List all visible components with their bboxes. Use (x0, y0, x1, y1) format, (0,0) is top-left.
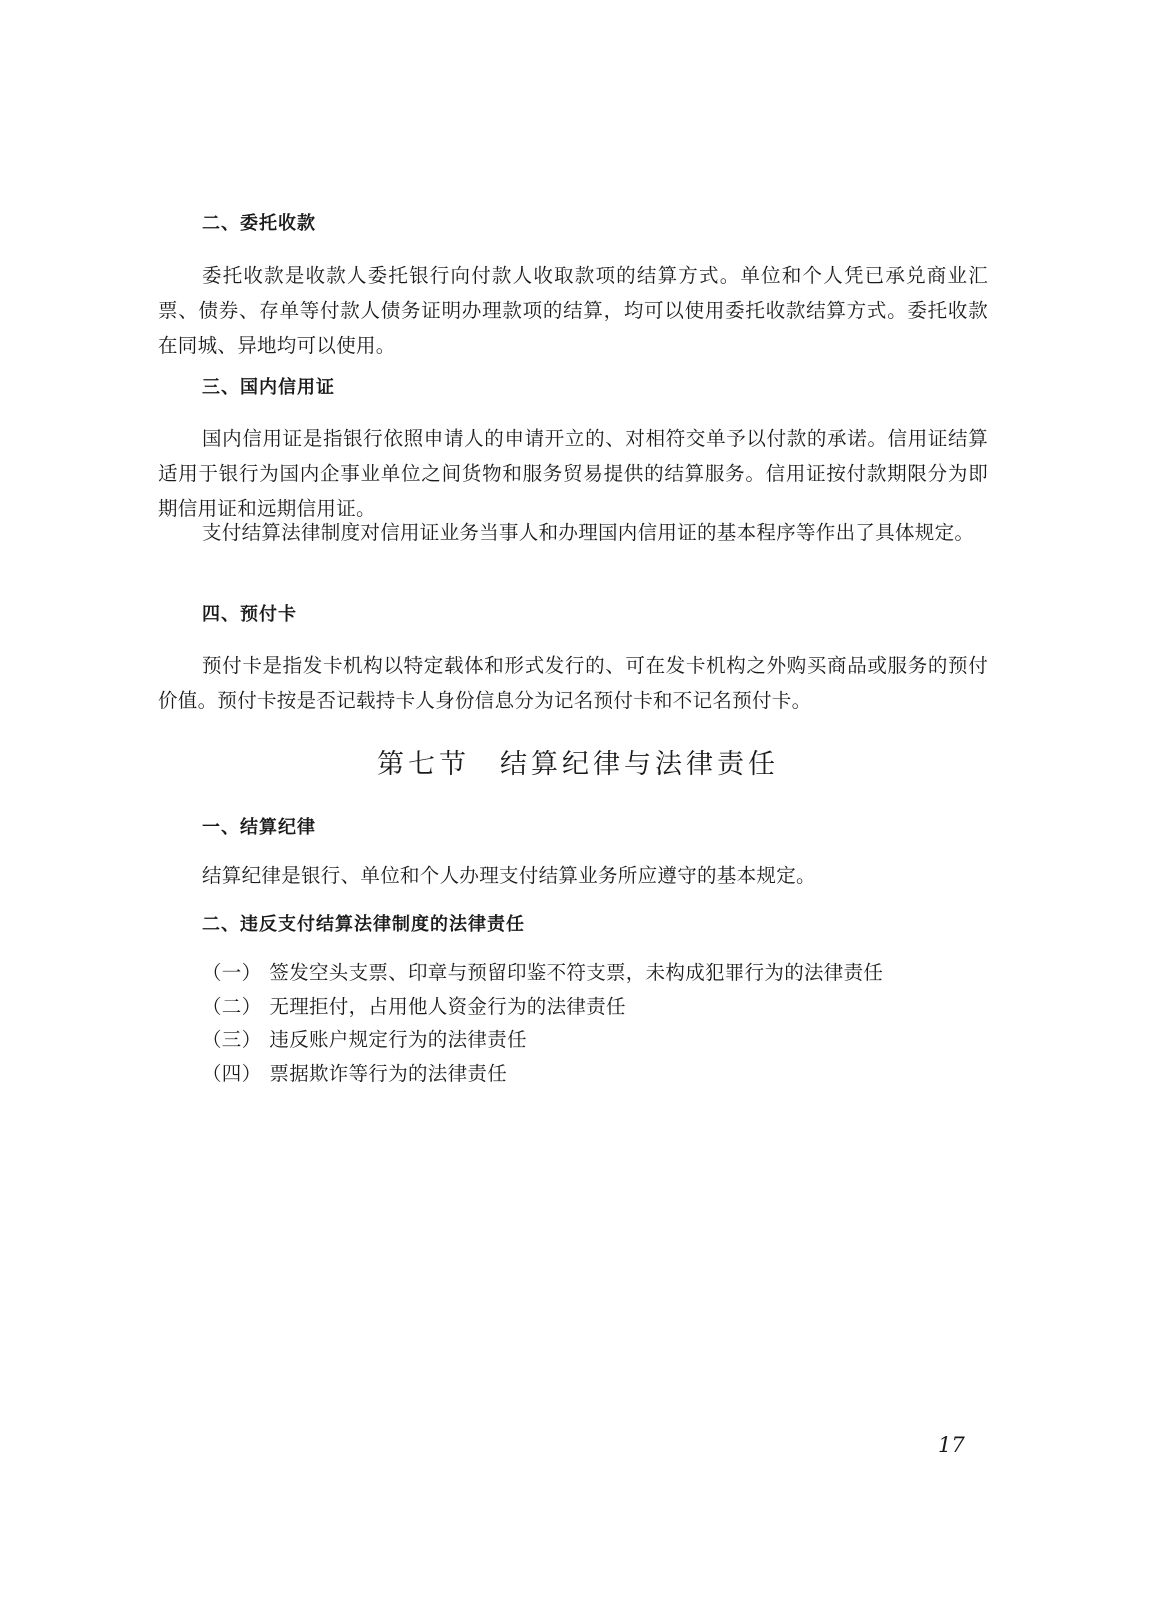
liability-list (202, 956, 883, 1090)
section-number: 第七节 (377, 749, 470, 780)
paragraph-text: 预付卡是指发卡机构以特定载体和形式发行的、可在发卡机构之外购买商品或服务的预付价值。预付卡按是否记载持卡人身份信息分为记名预付卡和不记名预付卡。 (158, 654, 988, 712)
list-item (202, 1023, 883, 1057)
list-item-text: 票据欺诈等行为的法律责任 (269, 1061, 508, 1085)
paragraph-entrusted-collection (158, 258, 988, 363)
list-item-number: （一） (202, 961, 262, 984)
heading-domestic-letter-of-credit: 三、国内信用证 (202, 377, 335, 398)
paragraph-letter-of-credit-rules (158, 515, 988, 550)
page-number: 17 (938, 1433, 965, 1457)
paragraph-text: 支付结算法律制度对信用证业务当事人和办理国内信用证的基本程序等作出了具体规定。 (202, 521, 975, 544)
list-item-text: 违反账户规定行为的法律责任 (269, 1028, 527, 1051)
paragraph-text: 委托收款是收款人委托银行向付款人收取款项的结算方式。单位和个人凭已承兑商业汇票、债券、存单等付款人债务证明办理款项的结算，均可以使用委托收款结算方式。委托收款在同城、异地均可以使用。 (158, 264, 988, 357)
heading-settlement-discipline: 一、结算纪律 (202, 817, 316, 838)
list-item (202, 990, 883, 1024)
paragraph-text: 国内信用证是指银行依照申请人的申请开立的、对相符交单予以付款的承诺。信用证结算适用于银行为国内企事业单位之间货物和服务贸易提供的结算服务。信用证按付款期限分为即期信用证和远期信用证。 (158, 427, 988, 520)
section-name: 结算纪律与法律责任 (500, 749, 779, 780)
paragraph-prepaid-card (158, 648, 988, 718)
heading-prepaid-card: 四、预付卡 (202, 604, 297, 625)
heading-entrusted-collection: 二、委托收款 (202, 213, 316, 234)
list-item-text: 签发空头支票、印章与预留印鉴不符支票，未构成犯罪行为的法律责任 (269, 961, 884, 984)
section-title (0, 745, 1156, 785)
paragraph-settlement-discipline (202, 858, 988, 893)
list-item-number: （二） (202, 994, 262, 1018)
heading-legal-liability: 二、违反支付结算法律制度的法律责任 (202, 914, 525, 935)
paragraph-domestic-letter-of-credit (158, 421, 988, 526)
list-item (202, 956, 883, 990)
list-item-text: 无理拒付，占用他人资金行为的法律责任 (269, 994, 626, 1018)
list-item (202, 1057, 883, 1091)
list-item-number: （三） (202, 1028, 262, 1051)
paragraph-text: 结算纪律是银行、单位和个人办理支付结算业务所应遵守的基本规定。 (202, 864, 816, 887)
list-item-number: （四） (202, 1061, 262, 1085)
